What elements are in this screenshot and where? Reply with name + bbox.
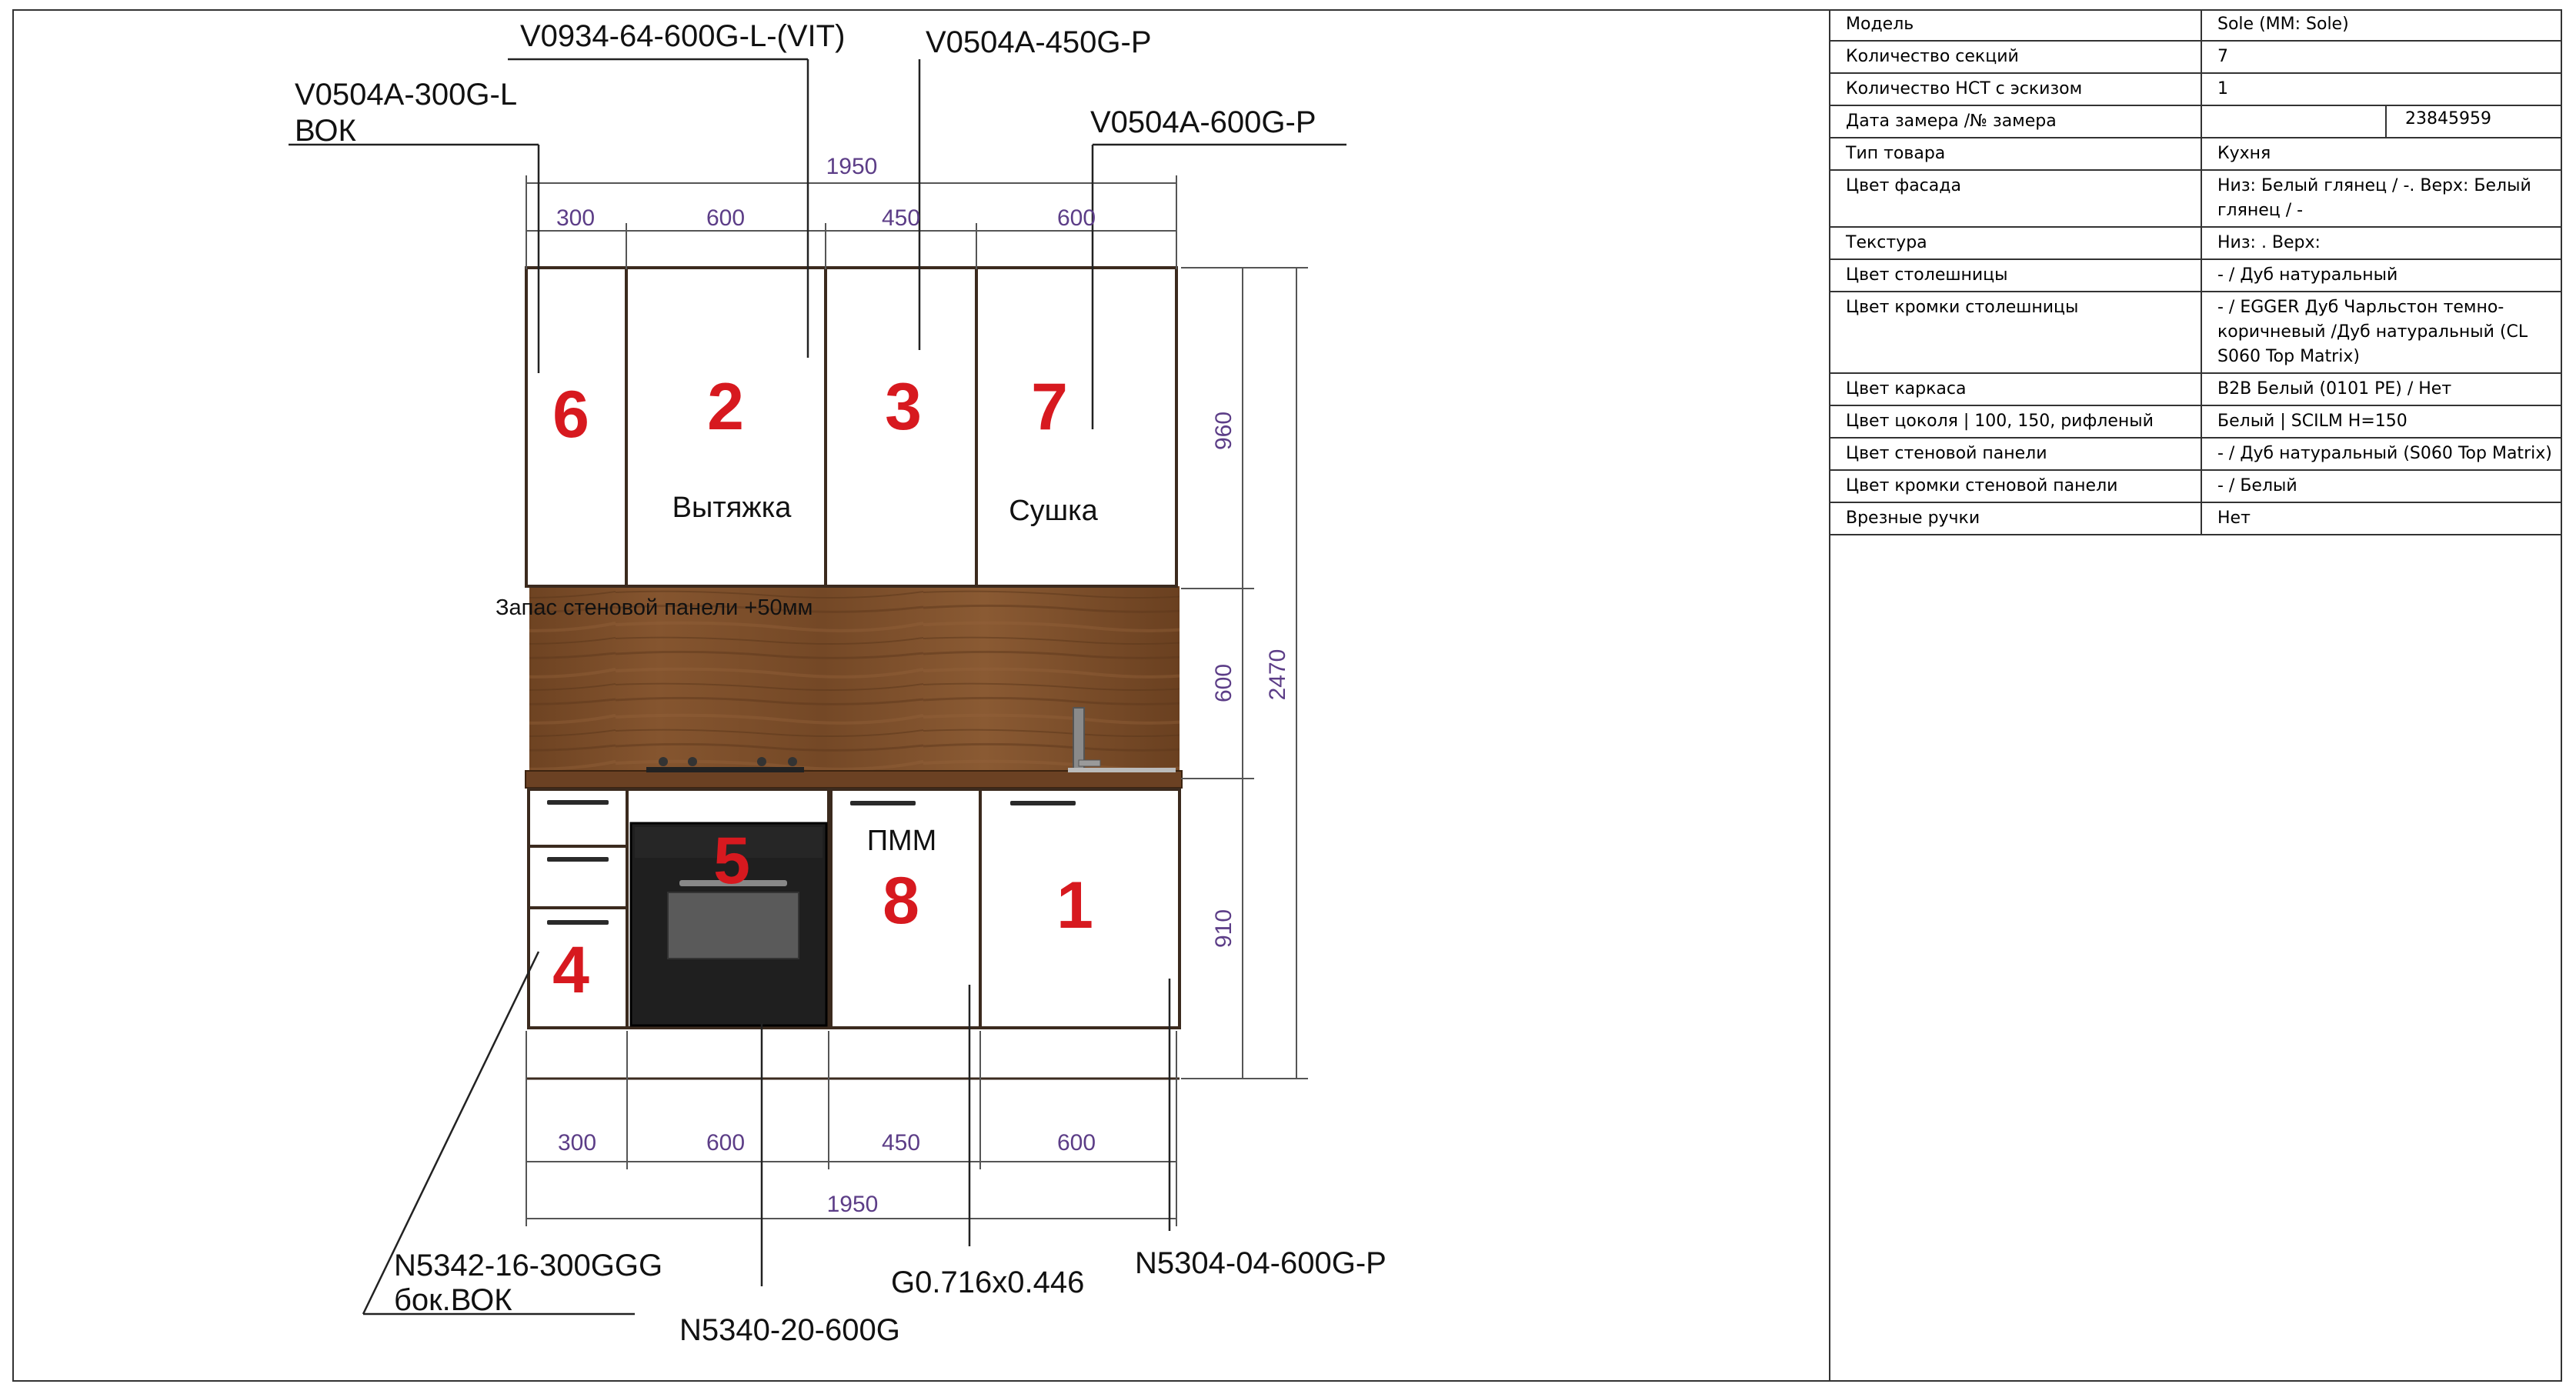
spec-value: - / Дуб натуральный (S060 Top Matrix): [2217, 444, 2552, 463]
spec-key: Врезные ручки: [1829, 503, 2202, 534]
spec-row: [1829, 228, 2562, 260]
callout-lower-1: N5304-04-600G-P: [1135, 1246, 1386, 1280]
drawer-middle: [529, 846, 627, 908]
spec-value: Белый | SCILM H=150: [2217, 412, 2407, 431]
spec-key: Цвет фасада: [1829, 171, 2202, 226]
spec-key: Цвет столешницы: [1829, 260, 2202, 291]
dim-upper-w3: 450: [881, 205, 921, 231]
spec-row: [1829, 260, 2562, 292]
dim-upper-total: 1950: [826, 154, 878, 179]
label-hood: Вытяжка: [672, 492, 792, 524]
dim-lower-total: 1950: [826, 1192, 879, 1217]
spec-value: Кухня: [2217, 144, 2271, 163]
spec-table: [1829, 9, 2562, 535]
spec-value-secondary: 23845959: [2405, 109, 2491, 128]
section-number-4: 4: [552, 933, 589, 1007]
callout-upper-3: V0504A-450G-P: [926, 25, 1152, 59]
spec-value: - / Белый: [2217, 476, 2297, 495]
label-panel-note: Запас стеновой панели +50мм: [496, 595, 813, 620]
spec-row: [1829, 74, 2562, 106]
callout-upper-7: V0504A-600G-P: [1090, 105, 1316, 139]
spec-value: Sole (MM: Sole): [2217, 15, 2349, 34]
section-number-3: 3: [885, 370, 922, 444]
dim-lower-w2: 600: [706, 1130, 746, 1156]
dim-height-middle: 600: [1211, 663, 1236, 703]
callout-upper-left-2: ВОК: [295, 114, 356, 148]
section-number-8: 8: [883, 864, 919, 938]
spec-key: Цвет кромки стеновой панели: [1829, 471, 2202, 502]
spec-row: [1829, 503, 2562, 535]
spec-key: Цвет стеновой панели: [1829, 439, 2202, 469]
callout-lower-5: N5340-20-600G: [679, 1313, 900, 1347]
spec-value: Нет: [2217, 509, 2251, 528]
dim-upper-w4: 600: [1056, 205, 1096, 231]
spec-value: Низ: Белый глянец / -. Верх: Белый глянец / -: [2217, 176, 2531, 220]
label-dryer: Сушка: [1009, 495, 1098, 527]
spec-value: - / EGGER Дуб Чарльстон темно-коричневый /Дуб натуральный (CL S060 Top Matrix): [2217, 298, 2528, 366]
countertop: [526, 771, 1182, 788]
dim-upper-w1: 300: [556, 205, 596, 231]
callout-lower-4-2: бок.ВОК: [394, 1283, 512, 1317]
spec-value: B2B Белый (0101 PE) / Нет: [2217, 379, 2452, 399]
callout-upper-2: V0934-64-600G-L-(VIT): [520, 19, 846, 53]
spec-row: [1829, 439, 2562, 471]
section-number-1: 1: [1056, 869, 1093, 942]
spec-key: Дата замера /№ замера: [1829, 106, 2202, 137]
spec-key: Цвет каркаса: [1829, 374, 2202, 405]
dim-lower-w4: 600: [1056, 1130, 1096, 1156]
spec-key: Цвет цоколя | 100, 150, рифленый: [1829, 406, 2202, 437]
spec-key: Модель: [1829, 9, 2202, 40]
spec-key: Количество НСТ с эскизом: [1829, 74, 2202, 105]
drawer-top: [529, 789, 627, 846]
spec-key: Тип товара: [1829, 138, 2202, 169]
dim-height-upper: 960: [1211, 411, 1236, 451]
spec-key: Количество секций: [1829, 42, 2202, 72]
upper-cabinet-7: [976, 268, 1176, 586]
callout-lower-8: G0.716x0.446: [891, 1266, 1085, 1299]
section-number-7: 7: [1031, 370, 1068, 444]
dim-height-lower: 910: [1211, 909, 1236, 949]
callout-upper-left: V0504A-300G-L: [295, 78, 518, 112]
spec-row: [1829, 471, 2562, 503]
spec-row: [1829, 292, 2562, 374]
spec-value: [2202, 106, 2387, 137]
dim-height-total: 2470: [1265, 649, 1290, 701]
callout-lower-4: N5342-16-300GGG: [394, 1249, 663, 1282]
label-dishwasher: ПММ: [866, 825, 937, 857]
spec-row: [1829, 106, 2562, 138]
spec-value: Низ: . Верх:: [2217, 233, 2321, 252]
dim-upper-w2: 600: [706, 205, 746, 231]
upper-cabinets: [526, 268, 1176, 586]
spec-row: [1829, 406, 2562, 439]
section-number-6: 6: [552, 378, 589, 452]
spec-row: [1829, 42, 2562, 74]
spec-value: - / Дуб натуральный: [2217, 265, 2398, 285]
spec-row: [1829, 374, 2562, 406]
spec-row: [1829, 171, 2562, 228]
spec-key: Цвет кромки столешницы: [1829, 292, 2202, 372]
dim-lower-w1: 300: [557, 1130, 597, 1156]
spec-key: Текстура: [1829, 228, 2202, 258]
dim-lower-w3: 450: [881, 1130, 921, 1156]
spec-row: [1829, 9, 2562, 42]
spec-value: 7: [2217, 47, 2228, 66]
spec-value: 1: [2217, 79, 2228, 98]
section-number-2: 2: [707, 370, 744, 444]
section-number-5: 5: [713, 824, 750, 898]
spec-row: [1829, 138, 2562, 171]
